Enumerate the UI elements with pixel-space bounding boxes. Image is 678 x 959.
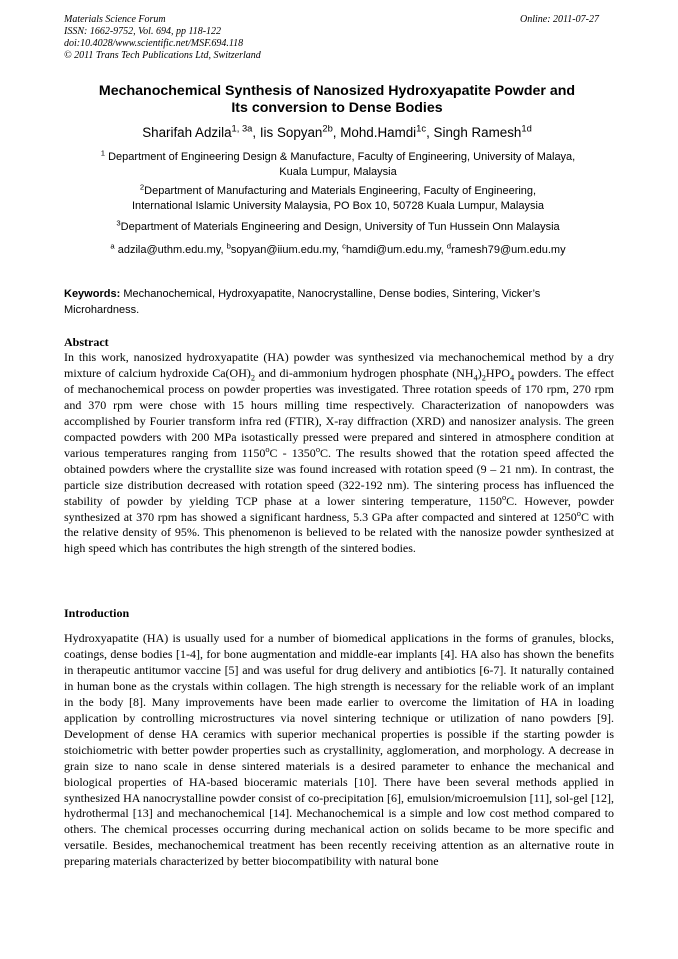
email-list — [62, 243, 614, 258]
copyright-line: © 2011 Trans Tech Publications Ltd, Switzerland — [64, 50, 261, 61]
email[interactable]: $^c$hamdi@um.edu.my, — [342, 241, 447, 256]
paper-title — [60, 83, 614, 117]
doi-line: doi:10.4028/www.scientific.net/MSF.694.118 — [64, 38, 244, 49]
online-date: Online: 2011-07-27 — [520, 14, 599, 25]
author: Iis Sopyan$^{2b}$, — [259, 123, 341, 140]
affiliation-1: $^1$ Department of Engineering Design & Manufacture, Faculty of Engineering, University of Malaya, Kuala Lumpur, Malaysia — [100, 148, 576, 178]
email[interactable]: $^a$ adzila@uthm.edu.my, — [110, 241, 227, 256]
introduction-text: Hydroxyapatite (HA) is usually used for a number of biomedical applications in the forms of granules, blocks, coatings, dense bodies [1-4], for bone augmentation and middle-ear implants [4]. HA also has shown the benefits in therapeutic antitumor vaccine [5] and was useful for drug delivery and antibiotics [6-7]. It naturally contained in human bone as the crystals within collagen. The high strength is necessary for the reliable work of an implant in the body [8]. Many improvements have been made earlier to overcome the limitation of HA in loading application by controlling microstructures via novel sintering technique or utilization of nano powders [9]. Development of dense HA ceramics with superior mechanical properties is possible if the starting powder is stoichiometric with better powder properties such as crystallinity, agglomeration, and morphology. A decrease in grain size to nano scale in dense sintered materials is a desired parameter to enhance the mechanical and biological properties of HA-based bioceramic materials [10]. There have been several methods applied in synthesized HA nanocrystalline powder consist of co-precipitation [6], emulsion/microemulsion [11], sol-gel [12], hydrothermal [13] and mechanochemical [14]. Mechanochemical is a simple and low cost method compared to others. The chemical processes occurring during mechanical action on solids became to be more specific and versatile. Besides, mechanochemical treatment has been recently receiving attention as an alternative route in preparing materials characterized by better biocompatibility with natural bone — [64, 631, 614, 869]
issn-line: ISSN: 1662-9752, Vol. 694, pp 118-122 — [64, 26, 222, 37]
journal-header — [64, 14, 261, 62]
affiliation-3: $^3$Department of Materials Engineering and Design, University of Tun Hussein Onn Malaysia — [116, 218, 560, 233]
keywords-text: Mechanochemical, Hydroxyapatite, Nanocrystalline, Dense bodies, Sintering, Vicker’s Microhardness. — [64, 288, 541, 316]
keywords-label: Keywords: — [64, 288, 121, 300]
email[interactable]: $^b$sopyan@iium.edu.my, — [226, 241, 343, 256]
introduction-heading: Introduction — [64, 606, 130, 620]
journal-name: Materials Science Forum — [64, 14, 166, 25]
author: Sharifah Adzila$^{1, 3a}$, — [142, 123, 260, 140]
affiliation-2: $^2$Department of Manufacturing and Materials Engineering, Faculty of Engineering, International Islamic University Malaysia, PO Box 10, 50728 Kuala Lumpur, Malaysia — [131, 182, 545, 212]
author: Singh Ramesh$^{1d}$ — [433, 123, 532, 140]
author-list — [60, 124, 614, 141]
author: Mohd.Hamdi$^{1c}$, — [340, 123, 434, 140]
abstract-text: In this work, nanosized hydroxyapatite (HA) powder was synthesized via mechanochemical method by a dry mixture of calcium hydroxide $Ca(OH)_2$ and di-ammonium hydrogen phosphate $(NH_4)_2HPO_4$ powders. The effect of mechanochemical process on powder properties was investigated. Three rotation speeds of 170 rpm, 270 rpm and 370 rpm were chose with 15 hours milling time respectively. Characterization of nanopowders was accomplished by Fourier transform infra red (FTIR), X-ray diffraction (XRD) and nanosizer analysis. The green compacted powders with 200 MPa isotastically pressed were prepared and sintered in atmosphere condition at various temperatures ranging from 1150$^o$C - 1350$^o$C. The results showed that the rotation speed affected the obtained powders where the crystallite size was found increased with rotation speed (9 – 21 nm). In contrast, the particle size distribution decreased with rotation speed (322-192 nm). The sintering process has influenced the stability of powder by yielding TCP phase at a lower sintering temperature, 1150$^o$C. However, powder synthesized at 370 rpm has showed a significant hardness, 5.3 GPa after compacted and sintered at 1250$^o$C with the relative density of 95%. This phenomenon is believed to be related with the nanosize powder synthesized at high speed which has contributes the high strength of the sintered bodies. — [64, 350, 615, 556]
email[interactable]: $^d$ramesh79@um.edu.my — [446, 241, 566, 256]
title-line-1: Mechanochemical Synthesis of Nanosized Hydroxyapatite Powder and — [98, 83, 576, 99]
keywords-block — [64, 287, 614, 318]
abstract-heading: Abstract — [64, 335, 109, 349]
title-line-2: Its conversion to Dense Bodies — [231, 100, 443, 116]
